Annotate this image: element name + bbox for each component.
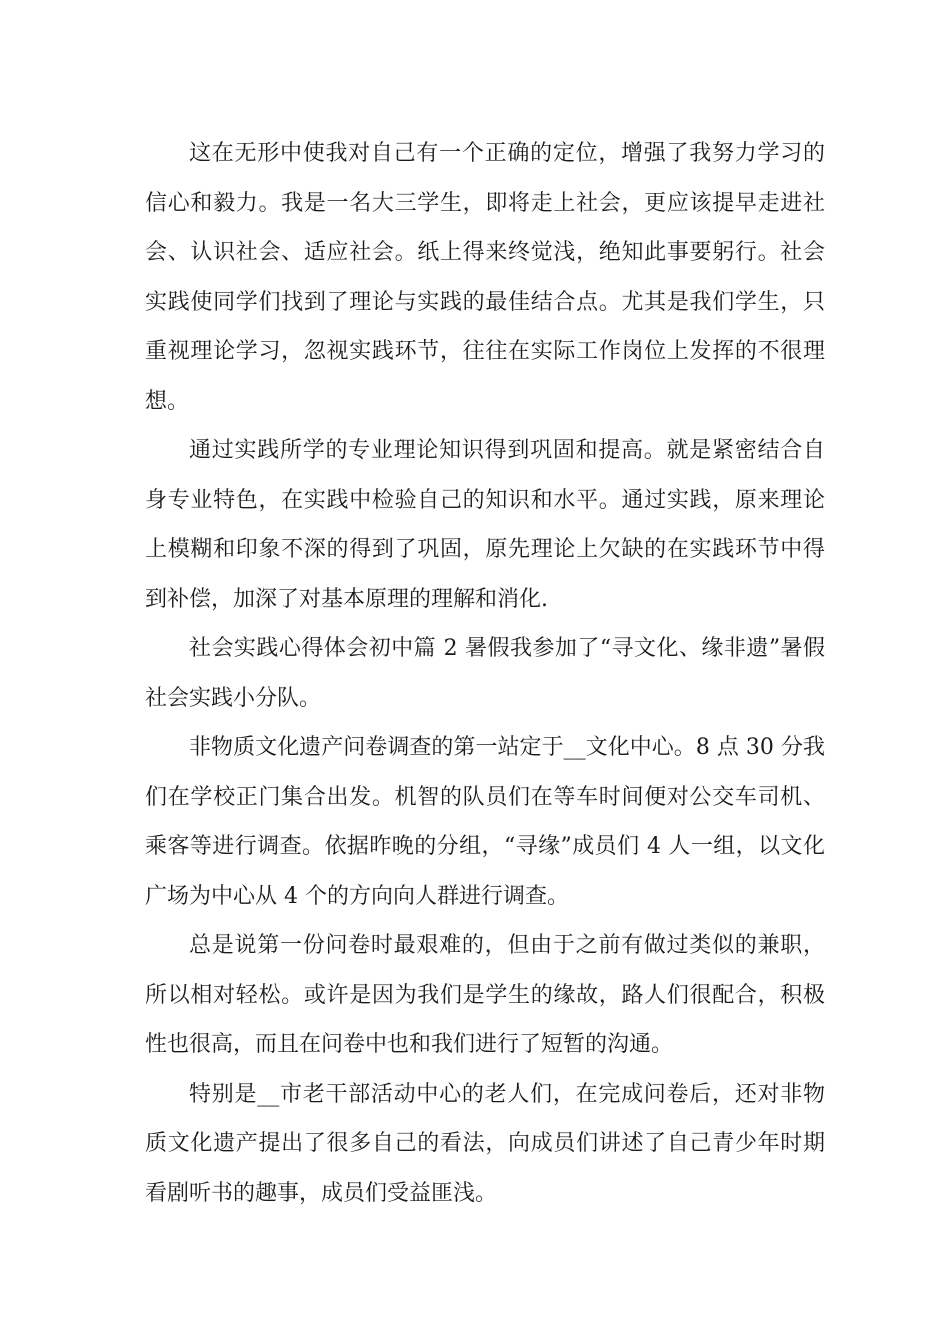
- paragraph-5: 总是说第一份问卷时最艰难的，但由于之前有做过类似的兼职，所以相对轻松。或许是因为我们是学生的缘故，路人们很配合，积极性也很高，而且在问卷中也和我们进行了短暂的沟通。: [145, 933, 825, 1057]
- paragraph-1: 这在无形中使我对自己有一个正确的定位，增强了我努力学习的信心和毅力。我是一名大三学生，即将走上社会，更应该提早走进社会、认识社会、适应社会。纸上得来终觉浅，绝知此事要躬行。社会实践使同学们找到了理论与实践的最佳结合点。尤其是我们学生，只重视理论学习，忽视实践环节，往往在实际工作岗位上发挥的不很理想。: [145, 141, 825, 414]
- paragraph-3: 社会实践心得体会初中篇 2 暑假我参加了“寻文化、缘非遗”暑假社会实践小分队。: [145, 636, 825, 711]
- paragraph-2: 通过实践所学的专业理论知识得到巩固和提高。就是紧密结合自身专业特色，在实践中检验自己的知识和水平。通过实践，原来理论上模糊和印象不深的得到了巩固，原先理论上欠缺的在实践环节中得到补偿，加深了对基本原理的理解和消化.: [145, 438, 825, 612]
- paragraph-6: 特别是__市老干部活动中心的老人们，在完成问卷后，还对非物质文化遗产提出了很多自己的看法，向成员们讲述了自己青少年时期看剧听书的趣事，成员们受益匪浅。: [145, 1081, 825, 1206]
- paragraph-4: 非物质文化遗产问卷调查的第一站定于__文化中心。8 点 30 分我们在学校正门集合出发。机智的队员们在等车时间便对公交车司机、乘客等进行调查。依据昨晚的分组，“寻缘”成员们 4 人一组，以文化广场为中心从 4 个的方向向人群进行调查。: [145, 735, 825, 909]
- document-body: [145, 129, 825, 1218]
